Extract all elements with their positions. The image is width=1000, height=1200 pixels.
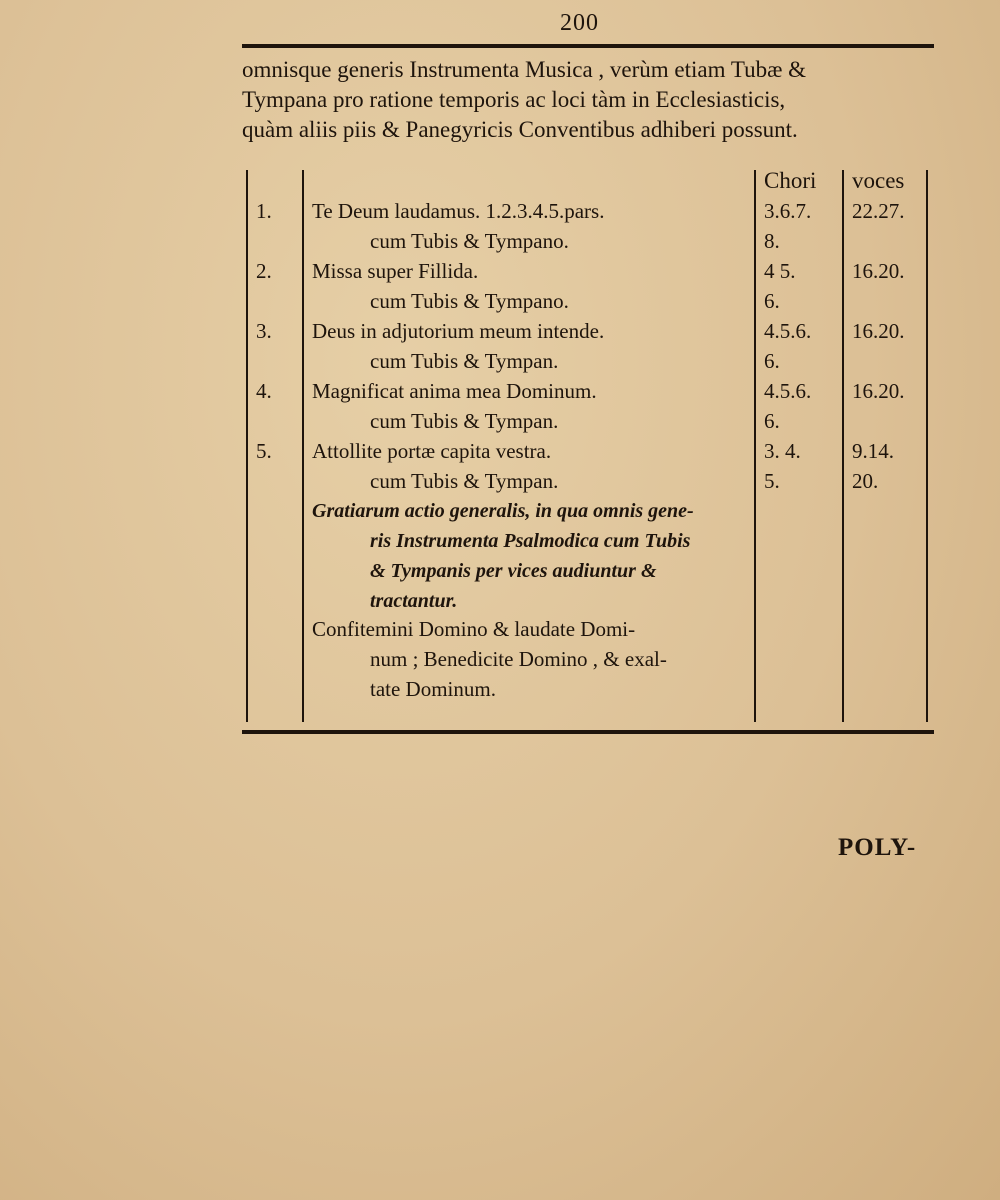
row-title: Magnificat anima mea Dominum. bbox=[312, 379, 597, 403]
row-title-continuation: cum Tubis & Tympano. bbox=[370, 289, 569, 313]
row-chori: 4.5.6. bbox=[764, 319, 812, 343]
row-title-continuation: cum Tubis & Tympan. bbox=[370, 409, 559, 433]
table-right-border bbox=[926, 170, 928, 722]
row-chori: 6. bbox=[764, 289, 780, 313]
row-title-continuation: cum Tubis & Tympan. bbox=[370, 349, 559, 373]
table-voces-divider bbox=[842, 170, 844, 722]
table-number-divider bbox=[302, 170, 304, 722]
gratiarum-line: Gratiarum actio generalis, in qua omnis gene- bbox=[312, 500, 694, 522]
row-title: Deus in adjutorium meum intende. bbox=[312, 319, 605, 343]
bottom-rule bbox=[242, 730, 934, 734]
page-number: 200 bbox=[560, 10, 599, 36]
row-chori: 3. 4. bbox=[764, 439, 801, 463]
row-chori: 4 5. bbox=[764, 259, 796, 283]
row-voces: 16.20. bbox=[852, 379, 905, 403]
confitemini-line: num ; Benedicite Domino , & exal- bbox=[370, 647, 667, 671]
row-chori: 8. bbox=[764, 229, 780, 253]
intro-line: Tympana pro ratione temporis ac loci tàm in Ecclesiasticis, bbox=[242, 87, 786, 112]
gratiarum-line: ris Instrumenta Psalmodica cum Tubis bbox=[370, 530, 691, 552]
row-number: 1. bbox=[256, 199, 272, 223]
voces-header: voces bbox=[852, 168, 905, 193]
row-number: 4. bbox=[256, 379, 272, 403]
intro-paragraph bbox=[242, 55, 934, 145]
top-rule bbox=[242, 44, 934, 48]
table-chori-divider bbox=[754, 170, 756, 722]
intro-line: quàm aliis piis & Panegyricis Conventibus adhiberi possunt. bbox=[242, 117, 798, 142]
row-title: Te Deum laudamus. 1.2.3.4.5.pars. bbox=[312, 199, 605, 223]
row-voces: 16.20. bbox=[852, 319, 905, 343]
confitemini-line: Confitemini Domino & laudate Domi- bbox=[312, 617, 636, 641]
row-number: 5. bbox=[256, 439, 272, 463]
gratiarum-line: & Tympanis per vices audiuntur & bbox=[370, 560, 657, 582]
row-voces: 20. bbox=[852, 469, 879, 493]
row-number: 3. bbox=[256, 319, 272, 343]
gratiarum-line: tractantur. bbox=[370, 590, 458, 612]
row-title-continuation: cum Tubis & Tympan. bbox=[370, 469, 559, 493]
row-voces: 16.20. bbox=[852, 259, 905, 283]
row-voces: 22.27. bbox=[852, 199, 905, 223]
row-title: Attollite portæ capita vestra. bbox=[312, 439, 552, 463]
row-voces: 9.14. bbox=[852, 439, 894, 463]
chori-header: Chori bbox=[764, 168, 817, 193]
row-chori: 6. bbox=[764, 409, 780, 433]
row-title: Missa super Fillida. bbox=[312, 259, 479, 283]
row-chori: 3.6.7. bbox=[764, 199, 812, 223]
catchword: POLY- bbox=[838, 834, 917, 861]
confitemini-line: tate Dominum. bbox=[370, 677, 496, 701]
row-chori: 5. bbox=[764, 469, 780, 493]
row-chori: 4.5.6. bbox=[764, 379, 812, 403]
intro-line: omnisque generis Instrumenta Musica , verùm etiam Tubæ & bbox=[242, 57, 807, 82]
table-left-border bbox=[246, 170, 248, 722]
row-chori: 6. bbox=[764, 349, 780, 373]
row-title-continuation: cum Tubis & Tympano. bbox=[370, 229, 569, 253]
row-number: 2. bbox=[256, 259, 272, 283]
